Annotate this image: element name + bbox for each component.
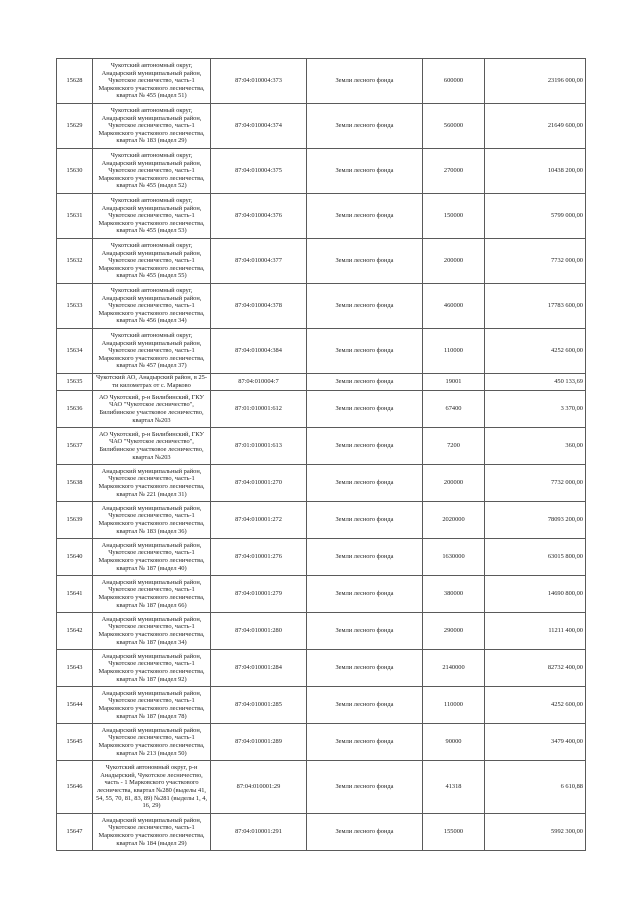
area-cell: 110000 <box>423 687 485 724</box>
row-number-cell: 15642 <box>57 613 93 650</box>
table-row <box>57 391 586 428</box>
cadastral-value-cell: 3479 400,00 <box>485 724 586 761</box>
land-category-cell: Земли лесного фонда <box>307 613 423 650</box>
row-number-cell: 15633 <box>57 284 93 329</box>
cadastral-value-cell: 7732 000,00 <box>485 239 586 284</box>
cadastral-value-cell: 5992 300,00 <box>485 814 586 851</box>
cadastral-value-cell: 7732 000,00 <box>485 465 586 502</box>
address-cell: Чукотский автономный округ, р-н Анадырский, Чукотское лесничество, часть - 1 Марковского участкового лесничества, квартал №280 (выделы 41, 54, 55, 70, 81, 83, 89) №281 (выделы 1, 4, 16, 29) <box>93 761 211 814</box>
cadastral-value-cell: 5799 000,00 <box>485 194 586 239</box>
table-row <box>57 650 586 687</box>
address-cell: Чукотский автономный округ, Анадырский муниципальный район, Чукотское лесничество, часть-1 Марковского участкового лесничества, квартал № 455 (выдел 53) <box>93 194 211 239</box>
row-number-cell: 15637 <box>57 428 93 465</box>
area-cell: 270000 <box>423 149 485 194</box>
land-category-cell: Земли лесного фонда <box>307 814 423 851</box>
land-category-cell: Земли лесного фонда <box>307 761 423 814</box>
area-cell: 380000 <box>423 576 485 613</box>
area-cell: 200000 <box>423 465 485 502</box>
table-row <box>57 539 586 576</box>
cadastral-number-cell: 87:04:010004:375 <box>211 149 307 194</box>
row-number-cell: 15631 <box>57 194 93 239</box>
address-cell: Чукотский АО, Анадырский район, в 25-ти километрах от с. Марково <box>93 374 211 391</box>
row-number-cell: 15634 <box>57 329 93 374</box>
area-cell: 7200 <box>423 428 485 465</box>
cadastral-value-cell: 21649 600,00 <box>485 104 586 149</box>
address-cell: Анадырский муниципальный район, Чукотское лесничество, часть-1 Марковского участкового лесничества, квартал № 187 (выдел 40) <box>93 539 211 576</box>
cadastral-number-cell: 87:04:010001:272 <box>211 502 307 539</box>
address-cell: Анадырский муниципальный район, Чукотское лесничество, часть-1 Марковского участкового лесничества, квартал № 187 (выдел 34) <box>93 613 211 650</box>
table-row <box>57 502 586 539</box>
cadastral-number-cell: 87:04:010004:377 <box>211 239 307 284</box>
area-cell: 90000 <box>423 724 485 761</box>
cadastral-number-cell: 87:04:010001:29 <box>211 761 307 814</box>
cadastral-number-cell: 87:04:010004:374 <box>211 104 307 149</box>
cadastral-value-cell: 78093 200,00 <box>485 502 586 539</box>
cadastral-value-cell: 82732 400,00 <box>485 650 586 687</box>
land-category-cell: Земли лесного фонда <box>307 687 423 724</box>
table-row <box>57 465 586 502</box>
area-cell: 290000 <box>423 613 485 650</box>
address-cell: Чукотский автономный округ, Анадырский муниципальный район, Чукотское лесничество, часть-1 Марковского участкового лесничества, квартал № 455 (выдел 51) <box>93 59 211 104</box>
address-cell: Чукотский автономный округ, Анадырский муниципальный район, Чукотское лесничество, часть-1 Марковского участкового лесничества, квартал № 456 (выдел 34) <box>93 284 211 329</box>
cadastral-number-cell: 87:04:010001:291 <box>211 814 307 851</box>
cadastral-value-cell: 17783 600,00 <box>485 284 586 329</box>
address-cell: АО Чукотский, р-н Билибинский, ГКУ ЧАО "Чукотское лесничество", Билибинское участковое лесничество, квартал №203 <box>93 391 211 428</box>
cadastral-value-cell: 10438 200,00 <box>485 149 586 194</box>
table-row <box>57 687 586 724</box>
row-number-cell: 15646 <box>57 761 93 814</box>
address-cell: Анадырский муниципальный район, Чукотское лесничество, часть-1 Марковского участкового лесничества, квартал № 187 (выдел 66) <box>93 576 211 613</box>
table-row <box>57 284 586 329</box>
cadastral-number-cell: 87:04:010004:378 <box>211 284 307 329</box>
row-number-cell: 15628 <box>57 59 93 104</box>
row-number-cell: 15647 <box>57 814 93 851</box>
cadastral-number-cell: 87:04:010001:285 <box>211 687 307 724</box>
row-number-cell: 15641 <box>57 576 93 613</box>
land-category-cell: Земли лесного фонда <box>307 329 423 374</box>
cadastral-number-cell: 87:04:010004:373 <box>211 59 307 104</box>
land-category-cell: Земли лесного фонда <box>307 239 423 284</box>
area-cell: 67400 <box>423 391 485 428</box>
area-cell: 41318 <box>423 761 485 814</box>
land-category-cell: Земли лесного фонда <box>307 374 423 391</box>
table-row <box>57 59 586 104</box>
address-cell: Чукотский автономный округ, Анадырский муниципальный район, Чукотское лесничество, часть-1 Марковского участкового лесничества, квартал № 183 (выдел 29) <box>93 104 211 149</box>
table-row <box>57 576 586 613</box>
address-cell: Анадырский муниципальный район, Чукотское лесничество, часть-1 Марковского участкового лесничества, квартал № 221 (выдел 31) <box>93 465 211 502</box>
table-row <box>57 761 586 814</box>
table-row <box>57 104 586 149</box>
land-category-cell: Земли лесного фонда <box>307 650 423 687</box>
row-number-cell: 15629 <box>57 104 93 149</box>
cadastral-value-cell: 360,00 <box>485 428 586 465</box>
address-cell: Анадырский муниципальный район, Чукотское лесничество, часть-1 Марковского участкового лесничества, квартал № 187 (выдел 92) <box>93 650 211 687</box>
address-cell: Чукотский автономный округ, Анадырский муниципальный район, Чукотское лесничество, часть-1 Марковского участкового лесничества, квартал № 455 (выдел 55) <box>93 239 211 284</box>
address-cell: Анадырский муниципальный район, Чукотское лесничество, часть-1 Марковского участкового лесничества, квартал № 184 (выдел 29) <box>93 814 211 851</box>
cadastral-value-cell: 4252 600,00 <box>485 329 586 374</box>
cadastral-number-cell: 87:01:010001:612 <box>211 391 307 428</box>
land-category-cell: Земли лесного фонда <box>307 428 423 465</box>
land-category-cell: Земли лесного фонда <box>307 194 423 239</box>
row-number-cell: 15630 <box>57 149 93 194</box>
row-number-cell: 15636 <box>57 391 93 428</box>
table-row <box>57 428 586 465</box>
address-cell: Чукотский автономный округ, Анадырский муниципальный район, Чукотское лесничество, часть-1 Марковского участкового лесничества, квартал № 455 (выдел 52) <box>93 149 211 194</box>
cadastral-number-cell: 87:04:010004:7 <box>211 374 307 391</box>
cadastral-number-cell: 87:04:010001:279 <box>211 576 307 613</box>
land-category-cell: Земли лесного фонда <box>307 391 423 428</box>
cadastral-value-cell: 14690 800,00 <box>485 576 586 613</box>
cadastral-number-cell: 87:04:010001:280 <box>211 613 307 650</box>
cadastral-value-cell: 450 133,69 <box>485 374 586 391</box>
table-row <box>57 374 586 391</box>
row-number-cell: 15638 <box>57 465 93 502</box>
address-cell: Анадырский муниципальный район, Чукотское лесничество, часть-1 Марковского участкового лесничества, квартал № 187 (выдел 78) <box>93 687 211 724</box>
area-cell: 460000 <box>423 284 485 329</box>
row-number-cell: 15645 <box>57 724 93 761</box>
cadastral-number-cell: 87:04:010001:284 <box>211 650 307 687</box>
area-cell: 1630000 <box>423 539 485 576</box>
table-body <box>57 59 586 851</box>
row-number-cell: 15639 <box>57 502 93 539</box>
row-number-cell: 15635 <box>57 374 93 391</box>
cadastral-number-cell: 87:04:010004:376 <box>211 194 307 239</box>
cadastral-value-cell: 63015 800,00 <box>485 539 586 576</box>
address-cell: АО Чукотский, р-н Билибинский, ГКУ ЧАО "Чукотское лесничество", Билибинское участковое лесничество, квартал №203 <box>93 428 211 465</box>
table-row <box>57 613 586 650</box>
row-number-cell: 15643 <box>57 650 93 687</box>
row-number-cell: 15644 <box>57 687 93 724</box>
address-cell: Анадырский муниципальный район, Чукотское лесничество, часть-1 Марковского участкового лесничества, квартал № 213 (выдел 50) <box>93 724 211 761</box>
area-cell: 2020000 <box>423 502 485 539</box>
land-category-cell: Земли лесного фонда <box>307 539 423 576</box>
area-cell: 600000 <box>423 59 485 104</box>
row-number-cell: 15632 <box>57 239 93 284</box>
table-row <box>57 149 586 194</box>
land-category-cell: Земли лесного фонда <box>307 502 423 539</box>
area-cell: 155000 <box>423 814 485 851</box>
area-cell: 150000 <box>423 194 485 239</box>
address-cell: Чукотский автономный округ, Анадырский муниципальный район, Чукотское лесничество, часть-1 Марковского участкового лесничества, квартал № 457 (выдел 37) <box>93 329 211 374</box>
table-row <box>57 194 586 239</box>
land-registry-table <box>56 58 586 851</box>
table-row <box>57 239 586 284</box>
table-row <box>57 329 586 374</box>
cadastral-number-cell: 87:01:010001:613 <box>211 428 307 465</box>
land-category-cell: Земли лесного фонда <box>307 284 423 329</box>
area-cell: 200000 <box>423 239 485 284</box>
table-row <box>57 724 586 761</box>
cadastral-value-cell: 4252 600,00 <box>485 687 586 724</box>
address-cell: Анадырский муниципальный район, Чукотское лесничество, часть-1 Марковского участкового лесничества, квартал № 183 (выдел 36) <box>93 502 211 539</box>
cadastral-number-cell: 87:04:010004:384 <box>211 329 307 374</box>
cadastral-value-cell: 11211 400,00 <box>485 613 586 650</box>
area-cell: 110000 <box>423 329 485 374</box>
area-cell: 19001 <box>423 374 485 391</box>
cadastral-value-cell: 23196 000,00 <box>485 59 586 104</box>
cadastral-number-cell: 87:04:010001:289 <box>211 724 307 761</box>
land-category-cell: Земли лесного фонда <box>307 724 423 761</box>
area-cell: 2140000 <box>423 650 485 687</box>
table-row <box>57 814 586 851</box>
land-category-cell: Земли лесного фонда <box>307 59 423 104</box>
cadastral-value-cell: 3 370,00 <box>485 391 586 428</box>
land-category-cell: Земли лесного фонда <box>307 465 423 502</box>
land-category-cell: Земли лесного фонда <box>307 576 423 613</box>
cadastral-number-cell: 87:04:010001:276 <box>211 539 307 576</box>
land-category-cell: Земли лесного фонда <box>307 104 423 149</box>
row-number-cell: 15640 <box>57 539 93 576</box>
cadastral-value-cell: 6 610,88 <box>485 761 586 814</box>
land-category-cell: Земли лесного фонда <box>307 149 423 194</box>
area-cell: 560000 <box>423 104 485 149</box>
cadastral-number-cell: 87:04:010001:270 <box>211 465 307 502</box>
